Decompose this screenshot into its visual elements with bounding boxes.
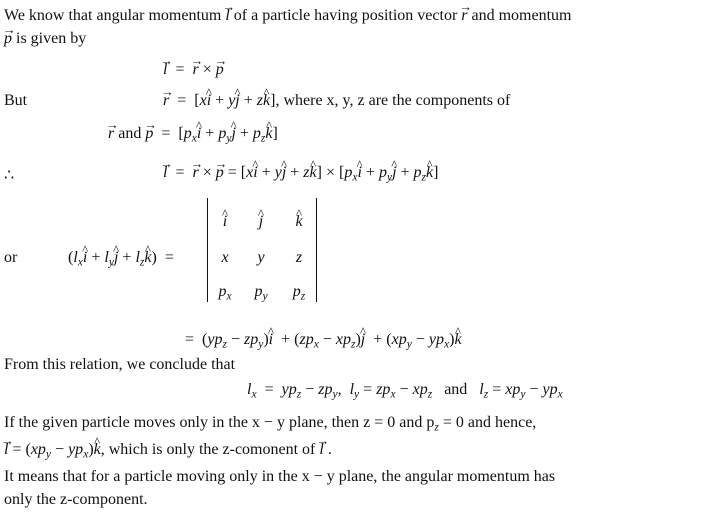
p-vector: → p — [4, 31, 12, 47]
where-text: , where x, y, z are the components of — [275, 92, 511, 109]
matrix-cell-i: ^ i — [210, 214, 240, 230]
matrix-cell-x: x — [221, 249, 229, 266]
intro-text-a: We know that angular momentum — [4, 7, 222, 24]
r-vector: → r — [461, 8, 467, 24]
equation-expansion: = ($yp_z$ − $zp_y)\^{}$ $i + (zp_x$ − $xp_z)\^{}$ $j + (xp_y$ − $yp_x)\^{}$ k — [185, 332, 462, 351]
conclude-text: From this relation, we conclude that — [4, 356, 236, 373]
matrix-cell-z: z — [295, 249, 303, 266]
matrix-cell-px: $p_x$ — [218, 283, 232, 303]
equation-l-def: → l = → r × → p — [163, 62, 224, 78]
intro-line-2 — [4, 31, 86, 47]
determinant-matrix — [207, 198, 317, 302]
matrix-cell-py: $p_y$ — [254, 283, 268, 303]
equation-components-result: $l_x = yp_z - zp_y$, $l_y = zp_x - xp_z$ and $l_z = xp_y - yp_x$ — [247, 381, 563, 401]
plane-text: If the given particle moves only in the x − y plane, then z = 0 and $p_z = 0$ and hence, — [4, 414, 537, 434]
matrix-cell-pz: $p_z$ — [292, 283, 306, 303]
label-but: But — [4, 92, 28, 109]
intro-text-d: is given by — [16, 30, 87, 47]
intro-text-c: and momentum — [471, 7, 572, 24]
equation-components: ($l_x\^{}$ $i + l_y\^{}$ $j + l_z\^{}$ k) = — [68, 250, 174, 269]
therefore-symbol: ∴ — [4, 167, 15, 184]
final-line-2: only the z-component. — [4, 491, 148, 508]
equation-cross: → l = → r × → p = [x^ i + y^ j + z^ $k] \times [p_x\^{}$ $i + p_y\^{}$ $j + p_z\^{}$ k] — [163, 165, 438, 184]
only-z-line: → $l = (xp_y$ − $yp_x)\^{}$ k, which is only the z-comonent of → l . — [4, 442, 332, 461]
matrix-cell-j: ^ j — [246, 214, 276, 230]
intro-line — [4, 8, 571, 24]
equation-r: → r = [x^ i + y^ j + z^ k], where x, y, z are the components of — [163, 93, 510, 109]
final-line-1: It means that for a particle moving only in the x − y plane, the angular momentum has — [4, 468, 556, 485]
matrix-cell-y: y — [257, 249, 265, 266]
l-vector: → l — [225, 8, 229, 24]
label-or: or — [4, 249, 18, 266]
equation-rp: → r and → $p = [p_x\^{}$ $i + p_y\^{}$ $j + p_z\^{}$ k] — [108, 126, 278, 145]
matrix-cell-k: ^ k — [284, 214, 314, 230]
intro-text-b: of a particle having position vector — [233, 7, 458, 24]
